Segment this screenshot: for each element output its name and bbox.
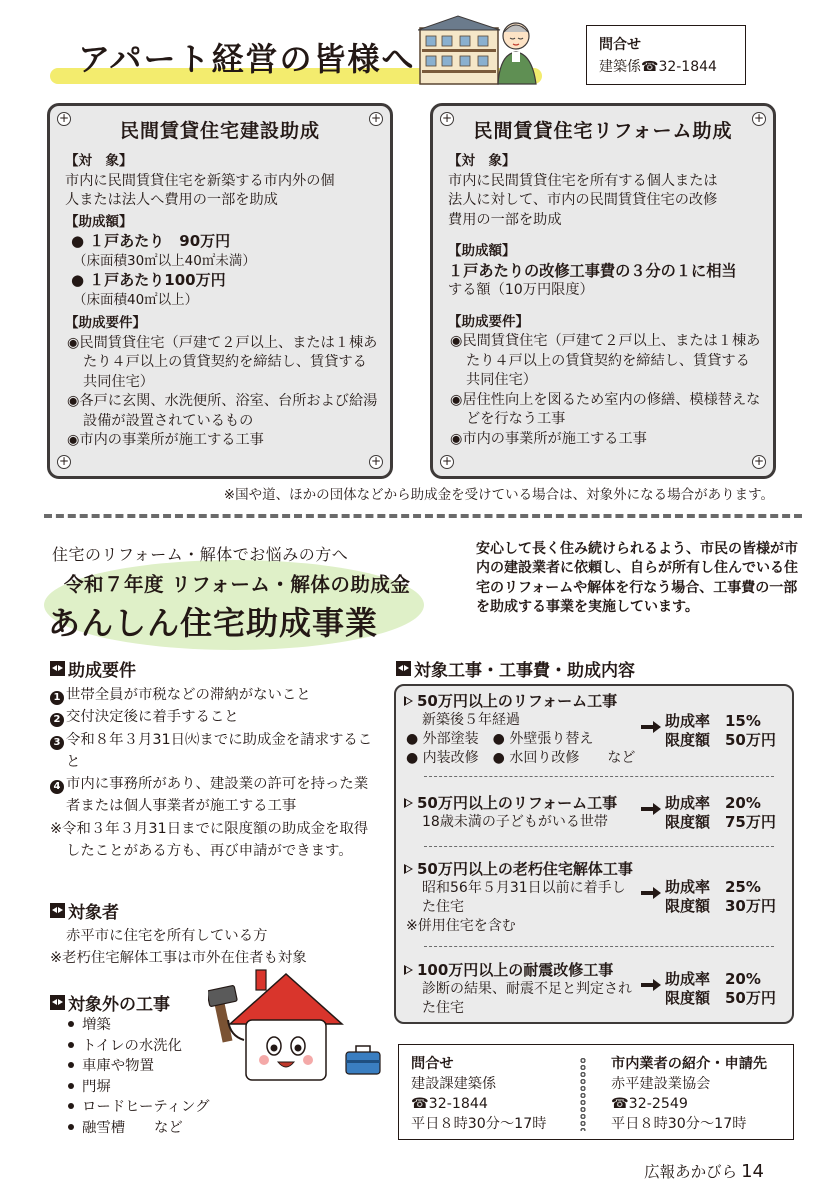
amount-label: 【助成額】	[65, 213, 133, 230]
requirements-list	[50, 684, 380, 862]
requirements-heading: 助成要件	[50, 656, 136, 681]
screw-icon: +	[753, 111, 765, 125]
triangle-icon	[404, 864, 413, 874]
dashed-separator	[424, 946, 774, 947]
work-rate: 助成率 15% 限度額 50万円	[641, 712, 786, 750]
heading-icon	[396, 661, 411, 676]
requirement-item: ◉民間賃貸住宅（戸建て２戸以上、または１棟あたり４戸以上の賃貸契約を締結し、賃貸する共同住宅）	[67, 334, 378, 390]
target-line: 市内に民間賃貸住宅を所有する個人または	[448, 172, 718, 189]
work-item: 50万円以上のリフォーム工事 18歳未満の子どもがいる世帯	[404, 794, 786, 832]
target-line: 市内に民間賃貸住宅を新築する市内外の個	[65, 172, 335, 189]
list-item: 融雪槽 など	[68, 1118, 210, 1139]
chain-divider	[579, 1057, 587, 1131]
dashed-separator	[424, 776, 774, 777]
amount-text: １戸あたりの改修工事費の３分の１に相当	[448, 261, 737, 280]
requirement-item: 1 世帯全員が市税などの滞納がないこと	[50, 684, 380, 706]
target-line: 法人に対して、市内の民間賃貸住宅の改修	[448, 192, 718, 208]
section-subtitle: 令和７年度 リフォーム・解体の助成金	[64, 573, 411, 596]
excluded-list	[68, 1015, 210, 1139]
requirement-note: ※令和３年３月31日までに限度額の助成金を取得したことがある方も、再び申請ができます。	[50, 820, 369, 860]
triangle-icon	[404, 696, 413, 706]
amount-note: （床面積40㎡以上）	[73, 291, 199, 308]
amount-item: ● １戸あたり100万円	[71, 271, 226, 289]
section-divider	[44, 514, 802, 518]
screw-icon: +	[58, 454, 70, 468]
header-contact-value: 建築係☎32-1844	[599, 59, 717, 75]
target-heading: 対象者	[50, 898, 119, 923]
work-rate: 助成率 25% 限度額 30万円	[641, 878, 786, 916]
dashed-separator	[424, 846, 774, 847]
apartment-illustration	[418, 14, 540, 86]
target-line: 費用の一部を助成	[448, 211, 562, 228]
work-rate: 助成率 20% 限度額 50万円	[641, 970, 786, 1008]
work-rate: 助成率 20% 限度額 75万円	[641, 794, 786, 832]
triangle-icon	[404, 965, 413, 975]
requirement-item: ◉市内の事業所が施工する工事	[450, 430, 647, 447]
screw-icon: +	[441, 111, 453, 125]
work-item: 50万円以上のリフォーム工事 新築後５年経過 ● 外部塗装 ● 外壁張り替え ● 内装改修 ● 水回り改修 など	[406, 692, 636, 766]
amount-note: （床面積30㎡以上40㎡未満）	[73, 252, 256, 269]
contact-city: 問合せ 建設課建築係 ☎32-1844 平日８時30分～17時	[411, 1056, 547, 1132]
arrow-right-icon	[641, 979, 661, 991]
list-item: トイレの水洗化	[68, 1036, 210, 1057]
work-item: 100万円以上の耐震改修工事 診断の結果、耐震不足と判定され た住宅	[404, 961, 786, 1018]
target-line: ※老朽住宅解体工事は市外在住者も対象	[50, 950, 307, 966]
header-contact-label: 問合せ	[599, 37, 641, 53]
section-intro: 安心して長く住み続けられるよう、市民の皆様が市内の建設業者に依頼し、自らが所有し住んでいる住宅のリフォームや解体を行なう場合、工事費の一部を助成する事業を実施しています。	[476, 541, 798, 616]
section-lead: 住宅のリフォーム・解体でお悩みの方へ	[52, 545, 349, 564]
section-title: あんしん住宅助成事業	[48, 604, 379, 642]
requirement-item: ◉民間賃貸住宅（戸建て２戸以上、または１棟あたり４戸以上の賃貸契約を締結し、賃貸する共同住宅）	[450, 333, 761, 388]
contact-association: 市内業者の紹介・申請先 赤平建設業協会 ☎32-2549 平日８時30分～17時	[611, 1056, 768, 1132]
publication-name: 広報あかびら	[644, 1163, 738, 1181]
works-panel	[394, 684, 794, 1024]
screw-icon: +	[58, 111, 70, 125]
amount-text: する額（10万円限度）	[448, 282, 594, 298]
amount-label: 【助成額】	[448, 243, 516, 259]
screw-icon: +	[370, 454, 382, 468]
requirements-label: 【助成要件】	[448, 313, 529, 330]
heading-icon	[50, 661, 65, 676]
header-contact-box	[586, 25, 746, 85]
list-item: 増築	[68, 1015, 210, 1036]
requirement-item: 3 令和８年３月31日㈫までに助成金を請求すること	[50, 729, 380, 774]
requirement-item: ◉市内の事業所が施工する工事	[67, 432, 264, 448]
screw-icon: +	[370, 111, 382, 125]
arrow-right-icon	[641, 803, 661, 815]
heading-icon	[50, 903, 65, 918]
reform-grant-title: 民間賃貸住宅リフォーム助成	[473, 120, 733, 142]
work-item: 50万円以上の老朽住宅解体工事 昭和56年５月31日以前に着手し た住宅 ※併用住宅を含む	[406, 860, 633, 934]
exclusion-note: ※国や道、ほかの団体などから助成金を受けている場合は、対象外になる場合があります。	[223, 487, 774, 503]
target-line: 赤平市に住宅を所有している方	[66, 928, 268, 944]
page-number: 14	[741, 1161, 764, 1182]
heading-icon	[50, 995, 65, 1010]
requirement-item: ◉各戸に玄関、水洗便所、浴室、台所および給湯設備が設置されているもの	[67, 393, 378, 429]
list-item: ロードヒーティング	[68, 1097, 210, 1118]
construction-grant-box	[47, 103, 393, 479]
excluded-heading: 対象外の工事	[50, 990, 170, 1015]
requirements-label: 【助成要件】	[65, 315, 146, 331]
triangle-icon	[404, 798, 413, 808]
target-line: 人または法人へ費用の一部を助成	[65, 192, 278, 208]
screw-icon: +	[753, 454, 765, 468]
target-label: 【対 象】	[65, 153, 133, 169]
arrow-right-icon	[641, 721, 661, 733]
list-item: 門塀	[68, 1077, 210, 1098]
arrow-right-icon	[641, 887, 661, 899]
construction-grant-title: 民間賃貸住宅建設助成	[119, 120, 320, 142]
amount-item: ● １戸あたり 90万円	[71, 232, 231, 250]
page-footer	[644, 1160, 764, 1182]
page-title: アパート経営の皆様へ	[78, 40, 416, 78]
contact-box	[398, 1044, 794, 1140]
requirement-item: 2 交付決定後に着手すること	[50, 706, 380, 728]
works-heading: 対象工事・工事費・助成内容	[396, 656, 635, 681]
screw-icon: +	[441, 454, 453, 468]
list-item: 車庫や物置	[68, 1056, 210, 1077]
house-mascot-illustration	[208, 964, 386, 1084]
target-label: 【対 象】	[448, 153, 516, 169]
requirement-item: ◉居住性向上を図るため室内の修繕、模様替えなどを行なう工事	[450, 391, 761, 427]
target-text	[50, 925, 307, 969]
requirement-item: 4 市内に事務所があり、建設業の許可を持った業者または個人事業者が施工する工事	[50, 773, 380, 818]
reform-grant-box	[430, 103, 776, 479]
